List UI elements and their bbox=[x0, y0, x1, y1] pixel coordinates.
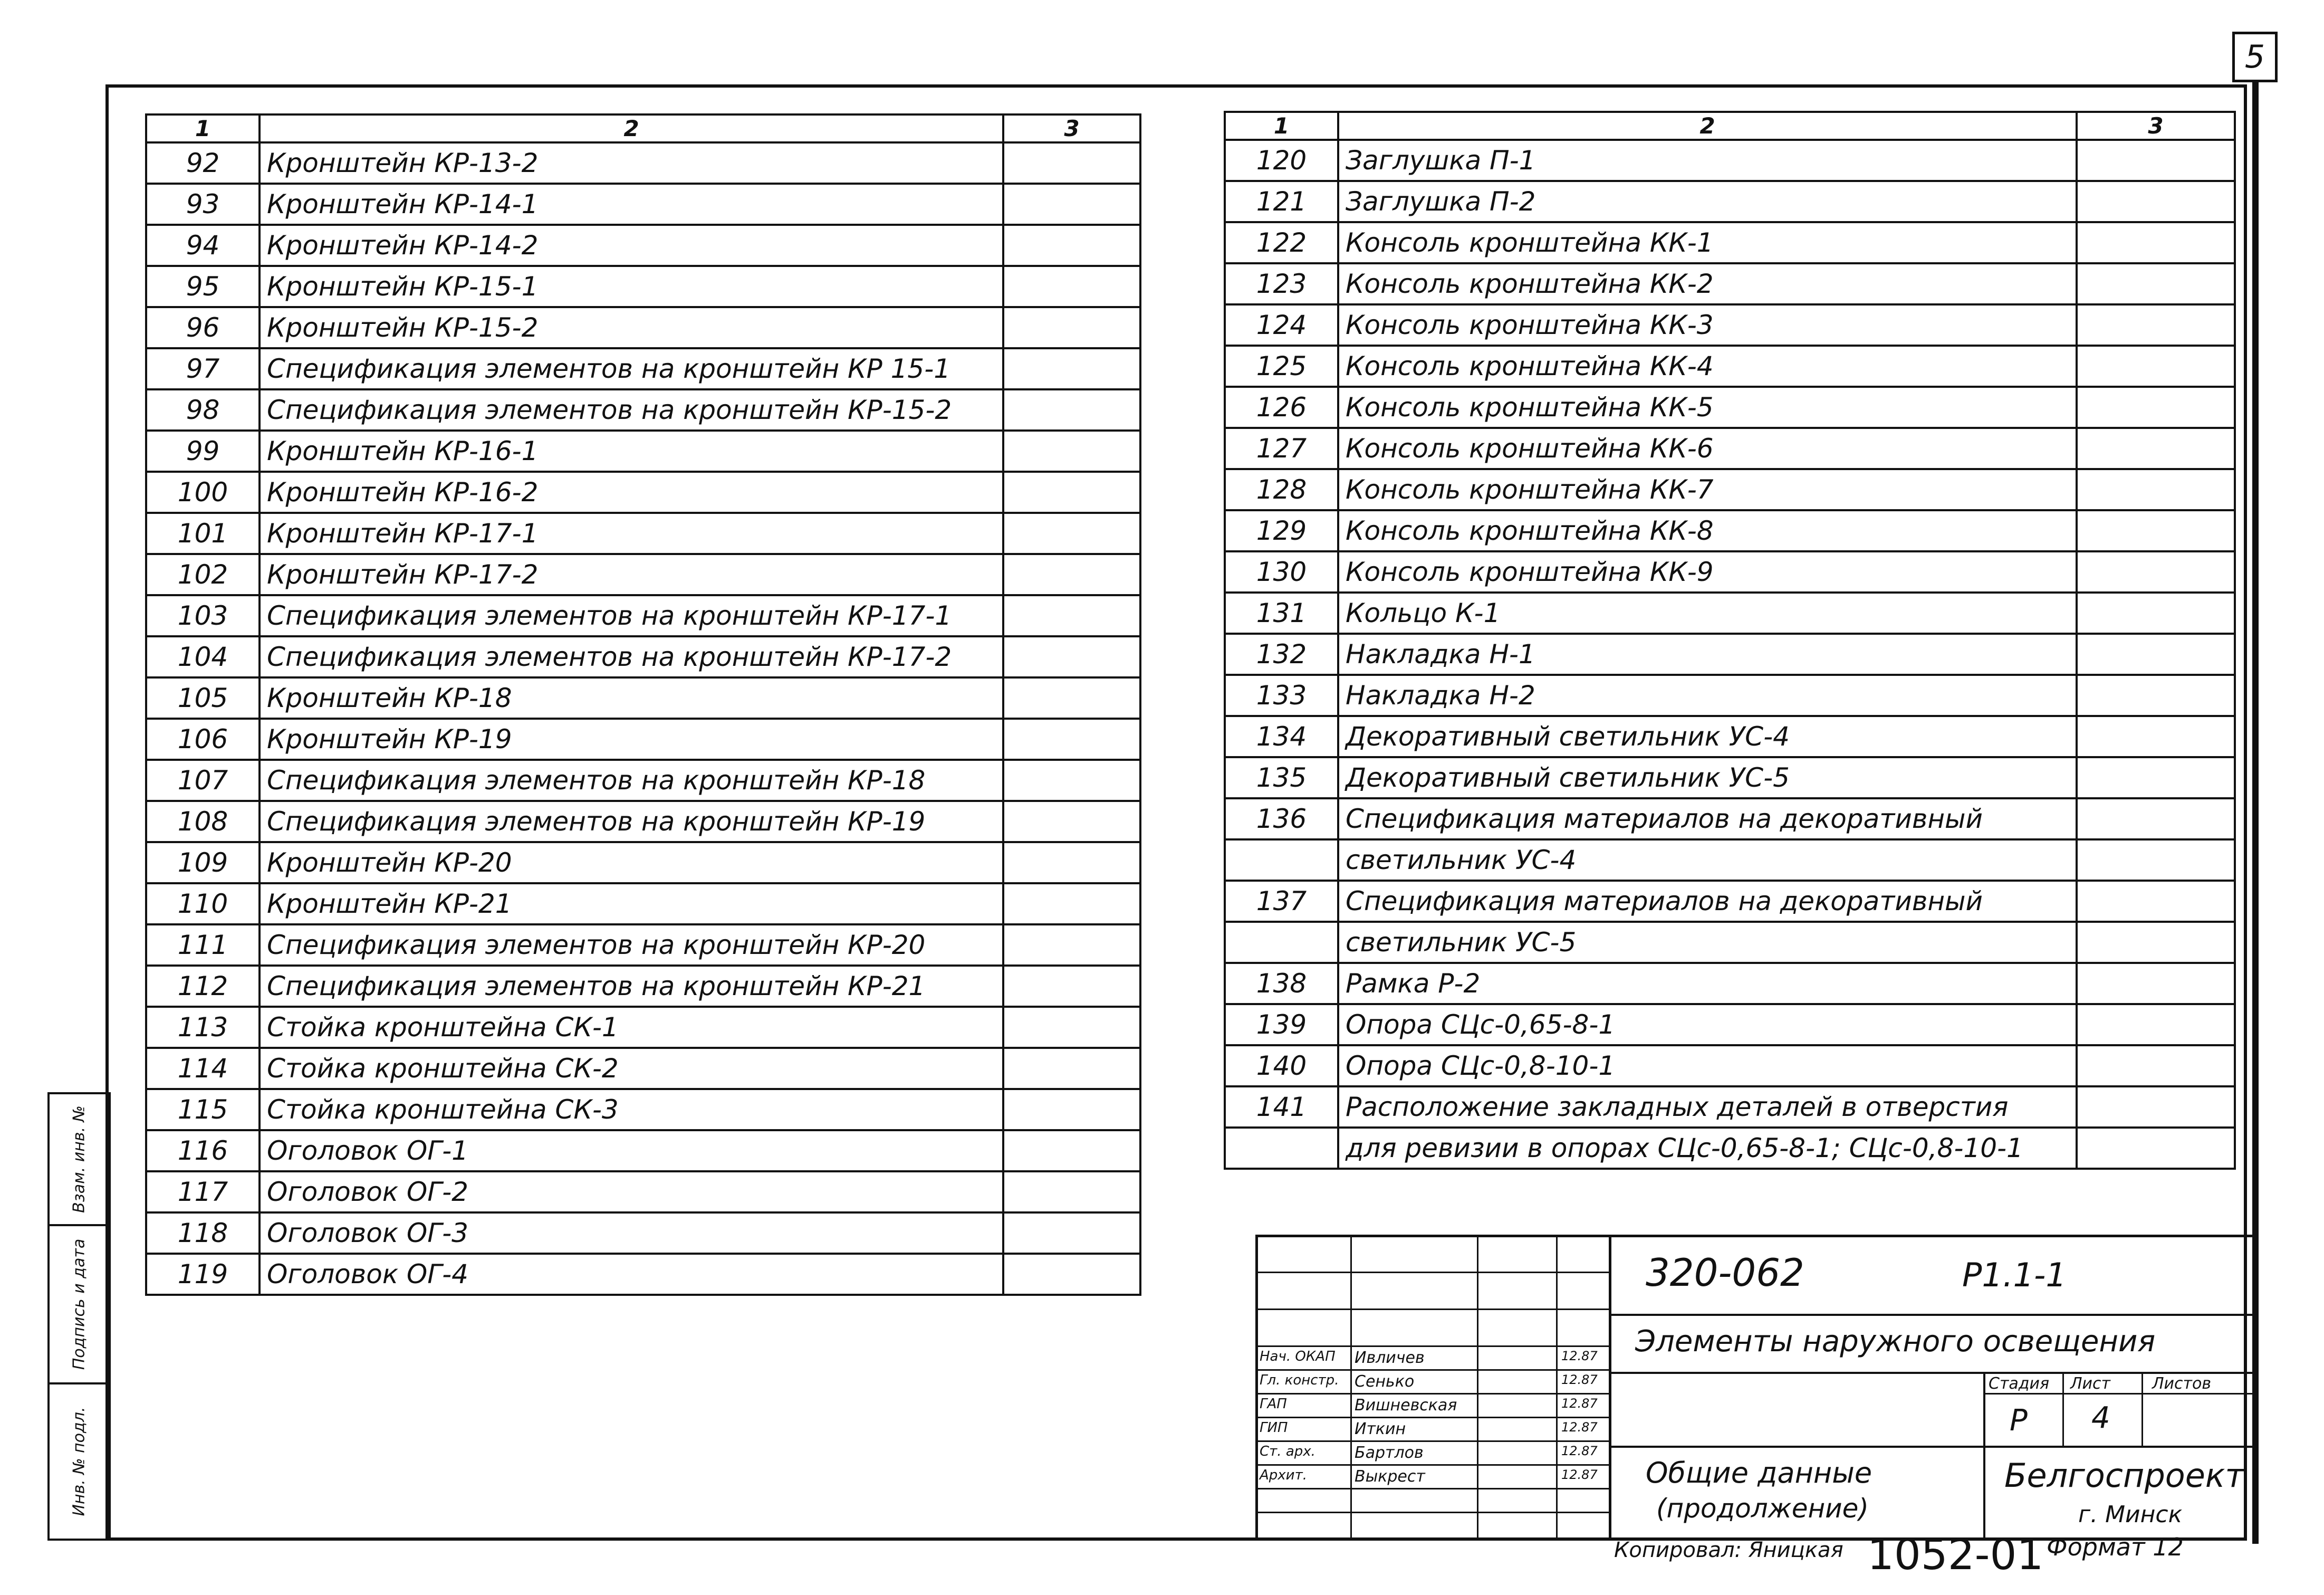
table-row bbox=[146, 719, 1140, 760]
stage-value: Р bbox=[2010, 1403, 2028, 1438]
row-title: Консоль кронштейна КК-9 bbox=[1338, 551, 2077, 593]
signature-name: Бартлов bbox=[1355, 1444, 1424, 1462]
row-number: 126 bbox=[1225, 387, 1338, 428]
row-number: 129 bbox=[1225, 510, 1338, 551]
table-header-row bbox=[1225, 112, 2235, 140]
row-number: 131 bbox=[1225, 593, 1338, 634]
row-title: Спецификация элементов на кронштейн КР-17-1 bbox=[260, 595, 1003, 636]
table-row bbox=[146, 760, 1140, 801]
row-number: 108 bbox=[146, 801, 260, 842]
row-note bbox=[2077, 593, 2235, 634]
table-row bbox=[1225, 1128, 2235, 1169]
row-number: 102 bbox=[146, 554, 260, 595]
stamp-field-inventory: Инв. № подл. bbox=[70, 1407, 89, 1516]
row-title: Кронштейн КР-19 bbox=[260, 719, 1003, 760]
table-row bbox=[1225, 1086, 2235, 1128]
table-row bbox=[146, 513, 1140, 554]
table-row bbox=[146, 966, 1140, 1007]
row-number: 111 bbox=[146, 924, 260, 966]
row-number: 121 bbox=[1225, 181, 1338, 222]
row-note bbox=[1003, 883, 1140, 924]
row-title: Консоль кронштейна КК-5 bbox=[1338, 387, 2077, 428]
row-number: 123 bbox=[1225, 263, 1338, 304]
row-title: Кольцо К-1 bbox=[1338, 593, 2077, 634]
row-note bbox=[1003, 1007, 1140, 1048]
signature-date: 12.87 bbox=[1561, 1420, 1598, 1435]
table-row bbox=[146, 1171, 1140, 1212]
row-note bbox=[2077, 839, 2235, 881]
row-number: 130 bbox=[1225, 551, 1338, 593]
row-title: Спецификация материалов на декоративный bbox=[1338, 881, 2077, 922]
row-note bbox=[1003, 842, 1140, 883]
row-number: 115 bbox=[146, 1089, 260, 1130]
table-row bbox=[1225, 593, 2235, 634]
signature-name: Вишневская bbox=[1355, 1396, 1457, 1415]
row-note bbox=[1003, 1212, 1140, 1254]
row-note bbox=[2077, 387, 2235, 428]
column-header: 3 bbox=[1003, 114, 1140, 142]
row-title: Спецификация элементов на кронштейн КР-21 bbox=[260, 966, 1003, 1007]
row-number: 105 bbox=[146, 677, 260, 719]
table-row bbox=[146, 801, 1140, 842]
row-note bbox=[1003, 142, 1140, 184]
side-stamp bbox=[47, 1092, 111, 1541]
row-title: Кронштейн КР-16-1 bbox=[260, 431, 1003, 472]
row-number: 114 bbox=[146, 1048, 260, 1089]
table-row bbox=[1225, 346, 2235, 387]
table-row bbox=[146, 1130, 1140, 1171]
stamp-field-signature: Подпись и дата bbox=[70, 1238, 89, 1370]
row-title: Спецификация элементов на кронштейн КР-18 bbox=[260, 760, 1003, 801]
stage-label: Стадия bbox=[1989, 1374, 2050, 1393]
row-note bbox=[2077, 140, 2235, 181]
row-number: 97 bbox=[146, 348, 260, 389]
table-row bbox=[146, 307, 1140, 348]
table-row bbox=[1225, 304, 2235, 346]
row-note bbox=[1003, 760, 1140, 801]
row-number bbox=[1225, 1128, 1338, 1169]
row-number: 140 bbox=[1225, 1045, 1338, 1086]
project-title: Элементы наружного освещения bbox=[1635, 1324, 2156, 1359]
row-title: Накладка Н-2 bbox=[1338, 675, 2077, 716]
row-note bbox=[2077, 428, 2235, 469]
organization-city: г. Минск bbox=[2078, 1501, 2183, 1528]
sheet-title: Общие данные bbox=[1646, 1456, 1872, 1489]
row-note bbox=[2077, 716, 2235, 757]
column-header: 2 bbox=[1338, 112, 2077, 140]
row-title: Кронштейн КР-18 bbox=[260, 677, 1003, 719]
sheet-title-continued: (продолжение) bbox=[1656, 1493, 1869, 1524]
row-note bbox=[2077, 1004, 2235, 1045]
table-row bbox=[1225, 922, 2235, 963]
row-note bbox=[2077, 675, 2235, 716]
row-title: Стойка кронштейна СК-1 bbox=[260, 1007, 1003, 1048]
table-row bbox=[1225, 1045, 2235, 1086]
row-note bbox=[2077, 922, 2235, 963]
row-number: 138 bbox=[1225, 963, 1338, 1004]
row-number: 95 bbox=[146, 266, 260, 307]
row-note bbox=[2077, 304, 2235, 346]
row-title: Заглушка П-2 bbox=[1338, 181, 2077, 222]
row-number: 128 bbox=[1225, 469, 1338, 510]
column-header: 3 bbox=[2077, 112, 2235, 140]
sheet-number: 5 bbox=[2232, 32, 2278, 82]
row-title: Спецификация элементов на кронштейн КР-15-2 bbox=[260, 389, 1003, 431]
row-title: Кронштейн КР-17-1 bbox=[260, 513, 1003, 554]
row-note bbox=[2077, 798, 2235, 839]
row-title: Кронштейн КР-15-1 bbox=[260, 266, 1003, 307]
row-title: Консоль кронштейна КК-7 bbox=[1338, 469, 2077, 510]
row-title: Декоративный светильник УС-5 bbox=[1338, 757, 2077, 798]
row-note bbox=[1003, 307, 1140, 348]
row-number: 99 bbox=[146, 431, 260, 472]
row-number: 98 bbox=[146, 389, 260, 431]
row-number: 110 bbox=[146, 883, 260, 924]
row-title: Консоль кронштейна КК-6 bbox=[1338, 428, 2077, 469]
row-note bbox=[2077, 551, 2235, 593]
row-number: 134 bbox=[1225, 716, 1338, 757]
row-number: 101 bbox=[146, 513, 260, 554]
row-number bbox=[1225, 839, 1338, 881]
row-title: Оголовок ОГ-2 bbox=[260, 1171, 1003, 1212]
row-title: Стойка кронштейна СК-3 bbox=[260, 1089, 1003, 1130]
signature-role: Гл. констр. bbox=[1260, 1372, 1339, 1388]
row-title: Накладка Н-1 bbox=[1338, 634, 2077, 675]
row-title: светильник УС-4 bbox=[1338, 839, 2077, 881]
doc-code: 320-062 bbox=[1646, 1250, 1804, 1295]
table-row bbox=[1225, 428, 2235, 469]
row-number: 132 bbox=[1225, 634, 1338, 675]
paper-format: Формат 12 bbox=[2047, 1533, 2184, 1561]
row-title: Кронштейн КР-17-2 bbox=[260, 554, 1003, 595]
signature-role: Нач. ОКАП bbox=[1260, 1349, 1336, 1364]
row-title: Кронштейн КР-15-2 bbox=[260, 307, 1003, 348]
signature-role: Ст. арх. bbox=[1260, 1444, 1315, 1459]
row-note bbox=[1003, 431, 1140, 472]
table-row bbox=[1225, 263, 2235, 304]
row-note bbox=[1003, 225, 1140, 266]
table-row bbox=[1225, 757, 2235, 798]
row-note bbox=[2077, 222, 2235, 263]
signature-role: Архит. bbox=[1260, 1467, 1307, 1483]
row-number: 120 bbox=[1225, 140, 1338, 181]
column-header: 1 bbox=[1225, 112, 1338, 140]
row-note bbox=[2077, 1045, 2235, 1086]
table-row bbox=[146, 1254, 1140, 1295]
table-row bbox=[1225, 798, 2235, 839]
signature-name: Сенько bbox=[1355, 1372, 1415, 1391]
signature-date: 12.87 bbox=[1561, 1372, 1598, 1387]
table-row bbox=[146, 266, 1140, 307]
row-title: Кронштейн КР-20 bbox=[260, 842, 1003, 883]
row-title: Спецификация элементов на кронштейн КР 15-1 bbox=[260, 348, 1003, 389]
table-row bbox=[146, 1007, 1140, 1048]
table-row bbox=[146, 184, 1140, 225]
title-block bbox=[1255, 1235, 2252, 1541]
row-title: Консоль кронштейна КК-2 bbox=[1338, 263, 2077, 304]
row-note bbox=[2077, 634, 2235, 675]
row-number: 133 bbox=[1225, 675, 1338, 716]
row-title: светильник УС-5 bbox=[1338, 922, 2077, 963]
row-title: Спецификация элементов на кронштейн КР-17-2 bbox=[260, 636, 1003, 677]
table-row bbox=[1225, 881, 2235, 922]
row-note bbox=[1003, 1089, 1140, 1130]
row-number: 112 bbox=[146, 966, 260, 1007]
table-row bbox=[146, 1212, 1140, 1254]
row-note bbox=[1003, 595, 1140, 636]
table-row bbox=[146, 1048, 1140, 1089]
row-number: 139 bbox=[1225, 1004, 1338, 1045]
row-number: 137 bbox=[1225, 881, 1338, 922]
row-number: 103 bbox=[146, 595, 260, 636]
table-row bbox=[146, 142, 1140, 184]
table-row bbox=[1225, 510, 2235, 551]
signature-name: Выкрест bbox=[1355, 1467, 1425, 1486]
row-note bbox=[1003, 389, 1140, 431]
table-row bbox=[146, 595, 1140, 636]
left-spec-table bbox=[145, 113, 1141, 1296]
row-title: Стойка кронштейна СК-2 bbox=[260, 1048, 1003, 1089]
row-number bbox=[1225, 922, 1338, 963]
row-note bbox=[1003, 801, 1140, 842]
row-number: 94 bbox=[146, 225, 260, 266]
table-row bbox=[146, 636, 1140, 677]
table-row bbox=[1225, 387, 2235, 428]
signature-date: 12.87 bbox=[1561, 1396, 1598, 1411]
row-title: Спецификация элементов на кронштейн КР-20 bbox=[260, 924, 1003, 966]
table-row bbox=[1225, 716, 2235, 757]
right-spec-table bbox=[1224, 111, 2236, 1170]
row-number: 107 bbox=[146, 760, 260, 801]
row-note bbox=[2077, 469, 2235, 510]
row-note bbox=[2077, 1128, 2235, 1169]
row-title: Кронштейн КР-14-1 bbox=[260, 184, 1003, 225]
signature-date: 12.87 bbox=[1561, 1467, 1598, 1482]
row-title: Кронштейн КР-14-2 bbox=[260, 225, 1003, 266]
sheet-value: 4 bbox=[2091, 1401, 2110, 1435]
row-note bbox=[1003, 348, 1140, 389]
row-number: 119 bbox=[146, 1254, 260, 1295]
row-note bbox=[1003, 1048, 1140, 1089]
table-row bbox=[1225, 551, 2235, 593]
row-number: 122 bbox=[1225, 222, 1338, 263]
table-row bbox=[146, 924, 1140, 966]
table-header-row bbox=[146, 114, 1140, 142]
row-number: 141 bbox=[1225, 1086, 1338, 1128]
table-row bbox=[146, 554, 1140, 595]
row-number: 113 bbox=[146, 1007, 260, 1048]
row-note bbox=[1003, 472, 1140, 513]
row-note bbox=[2077, 263, 2235, 304]
row-number: 136 bbox=[1225, 798, 1338, 839]
row-number: 127 bbox=[1225, 428, 1338, 469]
row-note bbox=[2077, 757, 2235, 798]
row-number: 135 bbox=[1225, 757, 1338, 798]
table-row bbox=[1225, 634, 2235, 675]
row-note bbox=[2077, 1086, 2235, 1128]
table-row bbox=[146, 842, 1140, 883]
table-row bbox=[1225, 469, 2235, 510]
sheet-code: Р1.1-1 bbox=[1962, 1256, 2067, 1294]
table-row bbox=[1225, 140, 2235, 181]
row-title: Заглушка П-1 bbox=[1338, 140, 2077, 181]
row-number: 109 bbox=[146, 842, 260, 883]
table-row bbox=[146, 348, 1140, 389]
sheets-label: Листов bbox=[2152, 1374, 2212, 1393]
sheet-label: Лист bbox=[2070, 1374, 2111, 1393]
row-title: Спецификация материалов на декоративный bbox=[1338, 798, 2077, 839]
row-note bbox=[2077, 346, 2235, 387]
row-note bbox=[1003, 924, 1140, 966]
row-number: 92 bbox=[146, 142, 260, 184]
row-title: Оголовок ОГ-1 bbox=[260, 1130, 1003, 1171]
table-row bbox=[146, 883, 1140, 924]
row-note bbox=[1003, 1171, 1140, 1212]
signature-role: ГАП bbox=[1260, 1396, 1287, 1412]
table-row bbox=[1225, 222, 2235, 263]
row-note bbox=[1003, 966, 1140, 1007]
copied-by: Копировал: Яницкая bbox=[1614, 1538, 1843, 1562]
signature-name: Иткин bbox=[1355, 1420, 1406, 1438]
stamp-field-replacement: Взам. инв. № bbox=[70, 1105, 89, 1213]
row-title: Рамка Р-2 bbox=[1338, 963, 2077, 1004]
row-title: Декоративный светильник УС-4 bbox=[1338, 716, 2077, 757]
row-number: 116 bbox=[146, 1130, 260, 1171]
row-title: Кронштейн КР-21 bbox=[260, 883, 1003, 924]
row-number: 96 bbox=[146, 307, 260, 348]
row-number: 117 bbox=[146, 1171, 260, 1212]
row-note bbox=[2077, 181, 2235, 222]
row-title: Расположение закладных деталей в отверстия bbox=[1338, 1086, 2077, 1128]
row-title: Кронштейн КР-16-2 bbox=[260, 472, 1003, 513]
row-title: Консоль кронштейна КК-4 bbox=[1338, 346, 2077, 387]
column-header: 1 bbox=[146, 114, 260, 142]
row-note bbox=[1003, 677, 1140, 719]
table-row bbox=[146, 1089, 1140, 1130]
row-note bbox=[1003, 266, 1140, 307]
signature-role: ГИП bbox=[1260, 1420, 1288, 1436]
row-number: 104 bbox=[146, 636, 260, 677]
row-title: Оголовок ОГ-4 bbox=[260, 1254, 1003, 1295]
signature-name: Ивличев bbox=[1355, 1349, 1425, 1367]
table-row bbox=[146, 431, 1140, 472]
row-title: Оголовок ОГ-3 bbox=[260, 1212, 1003, 1254]
row-note bbox=[2077, 881, 2235, 922]
row-note bbox=[1003, 719, 1140, 760]
row-number: 118 bbox=[146, 1212, 260, 1254]
row-number: 106 bbox=[146, 719, 260, 760]
row-note bbox=[1003, 184, 1140, 225]
row-note bbox=[2077, 963, 2235, 1004]
row-note bbox=[1003, 554, 1140, 595]
archive-number: 1052-01 bbox=[1867, 1530, 2044, 1579]
frame-right-bar bbox=[2252, 82, 2259, 1544]
row-title: Опора СЦс-0,65-8-1 bbox=[1338, 1004, 2077, 1045]
table-row bbox=[146, 225, 1140, 266]
table-row bbox=[1225, 181, 2235, 222]
row-number: 124 bbox=[1225, 304, 1338, 346]
row-title: Консоль кронштейна КК-8 bbox=[1338, 510, 2077, 551]
organization: Белгоспроект bbox=[2004, 1456, 2244, 1495]
row-title: Кронштейн КР-13-2 bbox=[260, 142, 1003, 184]
table-row bbox=[1225, 963, 2235, 1004]
row-title: Консоль кронштейна КК-3 bbox=[1338, 304, 2077, 346]
column-header: 2 bbox=[260, 114, 1003, 142]
row-number: 100 bbox=[146, 472, 260, 513]
signature-date: 12.87 bbox=[1561, 1444, 1598, 1458]
row-title: Опора СЦс-0,8-10-1 bbox=[1338, 1045, 2077, 1086]
table-row bbox=[146, 389, 1140, 431]
signature-date: 12.87 bbox=[1561, 1349, 1598, 1363]
row-title: для ревизии в опорах СЦс-0,65-8-1; СЦс-0,8-10-1 bbox=[1338, 1128, 2077, 1169]
row-title: Спецификация элементов на кронштейн КР-19 bbox=[260, 801, 1003, 842]
table-row bbox=[1225, 1004, 2235, 1045]
table-row bbox=[146, 472, 1140, 513]
row-note bbox=[1003, 513, 1140, 554]
table-row bbox=[146, 677, 1140, 719]
row-number: 125 bbox=[1225, 346, 1338, 387]
row-title: Консоль кронштейна КК-1 bbox=[1338, 222, 2077, 263]
row-number: 93 bbox=[146, 184, 260, 225]
row-note bbox=[1003, 1130, 1140, 1171]
row-note bbox=[2077, 510, 2235, 551]
table-row bbox=[1225, 675, 2235, 716]
row-note bbox=[1003, 636, 1140, 677]
row-note bbox=[1003, 1254, 1140, 1295]
table-row bbox=[1225, 839, 2235, 881]
